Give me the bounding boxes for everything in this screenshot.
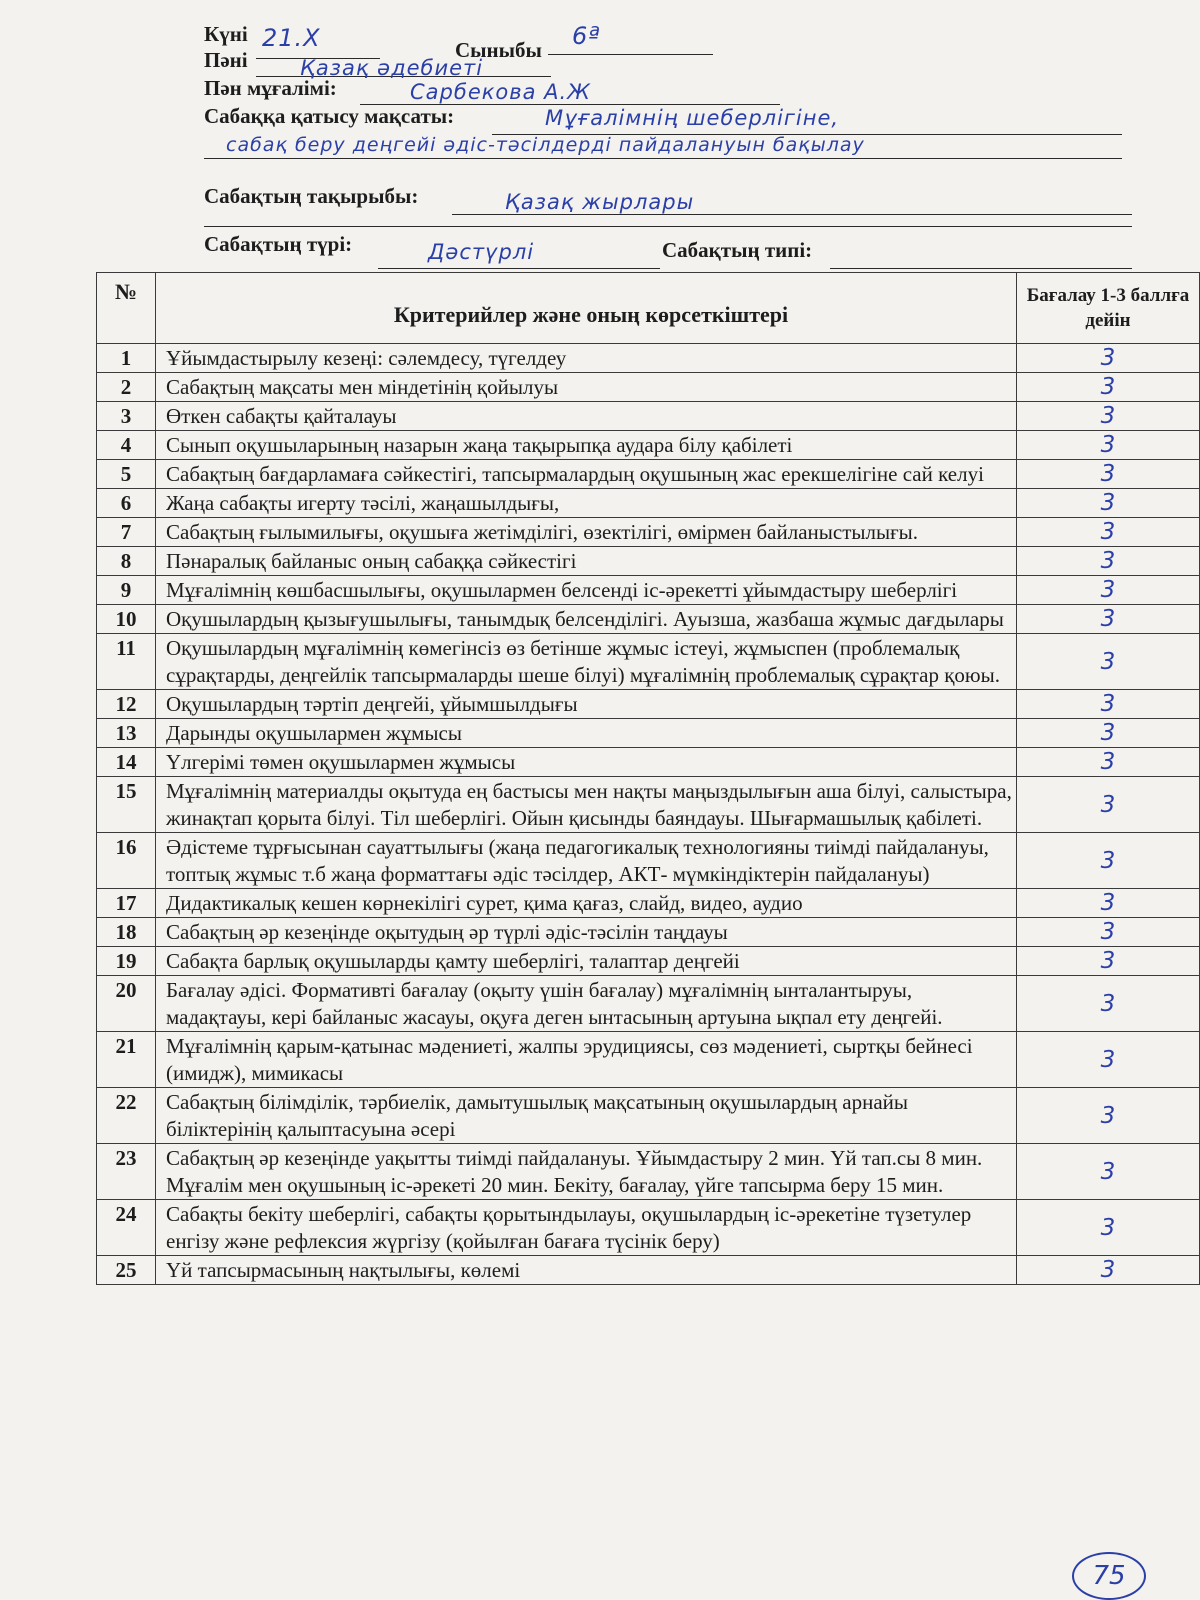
criterion-number: 3 [97,402,156,431]
criterion-score: 3 [1017,748,1200,777]
subject-value: Қазақ әдебиеті [300,56,484,80]
table-row [97,344,1200,373]
table-row [97,1256,1200,1285]
criterion-score: 3 [1017,344,1200,373]
criterion-number: 7 [97,518,156,547]
criterion-score: 3 [1017,576,1200,605]
criteria-table [96,272,1200,1285]
criterion-number: 18 [97,918,156,947]
criterion-text: Сабақтың бағдарламаға сәйкестігі, тапсырмалардың оқушының жас ерекшелігіне сай келуі [156,460,1017,489]
purpose-value-1: Мұғалімнің шеберлігіне, [545,106,840,130]
criterion-score: 3 [1017,1032,1200,1088]
criterion-number: 13 [97,719,156,748]
criterion-text: Оқушылардың тәртіп деңгейі, ұйымшылдығы [156,690,1017,719]
table-row [97,1032,1200,1088]
table-row [97,976,1200,1032]
criterion-text: Сабақтың әр кезеңінде оқытудың әр түрлі әдіс-тәсілін таңдауы [156,918,1017,947]
kind-field [830,242,1132,269]
table-header-row [97,273,1200,344]
criterion-text: Сабақтың мақсаты мен міндетінің қойылуы [156,373,1017,402]
criterion-score: 3 [1017,1256,1200,1285]
criterion-text: Жаңа сабақты игерту тәсілі, жаңашылдығы, [156,489,1017,518]
criterion-text: Сабақтың әр кезеңінде уақытты тиімді пайдалануы. Ұйымдастыру 2 мин. Үй тап.сы 8 мин. Мұғалім мен оқушының іс-әрекеті 20 мин. Бекіту, бағалау, үйге тапсырма беру 15 мин. [156,1144,1017,1200]
table-row [97,748,1200,777]
table-row [97,1088,1200,1144]
table-row [97,918,1200,947]
criteria-rows [97,344,1200,1285]
table-row [97,634,1200,690]
table-row [97,889,1200,918]
criterion-text: Ұйымдастырылу кезеңі: сәлемдесу, түгелдеу [156,344,1017,373]
criterion-number: 23 [97,1144,156,1200]
criterion-text: Мұғалімнің көшбасшылығы, оқушылармен белсенді іс-әрекетті ұйымдастыру шеберлігі [156,576,1017,605]
criterion-text: Сабақтың ғылымилығы, оқушыға жетімділігі, өзектілігі, өмірмен байланыстылығы. [156,518,1017,547]
criterion-text: Сабақты бекіту шеберлігі, сабақты қорытындылауы, оқушылардың іс-әрекетіне түзетулер енгізу және рефлексия жүргізу (қойылған бағаға түсінік беру) [156,1200,1017,1256]
table-row [97,518,1200,547]
criterion-number: 10 [97,605,156,634]
criterion-text: Мұғалімнің қарым-қатынас мәдениеті, жалпы эрудициясы, сөз мәдениеті, сыртқы бейнесі (имидж), мимикасы [156,1032,1017,1088]
total-score: 75 [1072,1552,1146,1600]
criterion-number: 21 [97,1032,156,1088]
table-row [97,460,1200,489]
criterion-text: Сабақта барлық оқушыларды қамту шеберлігі, талаптар деңгейі [156,947,1017,976]
table-row [97,547,1200,576]
purpose-label: Сабаққа қатысу мақсаты: [204,104,455,128]
criterion-score: 3 [1017,777,1200,833]
topic-field-2 [204,200,1132,227]
criterion-text: Бағалау әдісі. Формативті бағалау (оқыту үшін бағалау) мұғалімнің ынталантыруы, мадақтауы, кері байланыс жасауы, оқуға деген ынтасының артуына ықпал ету деңгейі. [156,976,1017,1032]
type-value: Дәстүрлі [428,240,535,264]
criterion-number: 17 [97,889,156,918]
criterion-number: 20 [97,976,156,1032]
criterion-score: 3 [1017,518,1200,547]
col-criteria-header: Критерийлер және оның көрсеткіштері [156,273,1017,344]
criterion-score: 3 [1017,605,1200,634]
criterion-number: 1 [97,344,156,373]
topic-value: Қазақ жырлары [505,190,695,214]
class-label: Сыныбы [455,38,542,62]
subject-label: Пәні [204,48,248,72]
criterion-number: 15 [97,777,156,833]
table-row [97,777,1200,833]
criterion-text: Оқушылардың қызығушылығы, танымдық белсенділігі. Ауызша, жазбаша жұмыс дағдылары [156,605,1017,634]
criterion-score: 3 [1017,1200,1200,1256]
col-score-header: Бағалау 1-3 баллға дейін [1017,273,1200,344]
table-row [97,431,1200,460]
criterion-text: Дидактикалық кешен көрнекілігі сурет, қима қағаз, слайд, видео, аудио [156,889,1017,918]
criterion-score: 3 [1017,976,1200,1032]
criterion-text: Дарынды оқушылармен жұмысы [156,719,1017,748]
table-row [97,373,1200,402]
criterion-number: 14 [97,748,156,777]
criterion-text: Сынып оқушыларының назарын жаңа тақырыпқа аудара білу қабілеті [156,431,1017,460]
criterion-number: 25 [97,1256,156,1285]
criterion-score: 3 [1017,1144,1200,1200]
criterion-score: 3 [1017,833,1200,889]
criterion-number: 5 [97,460,156,489]
kind-label: Сабақтың типі: [662,238,813,262]
criterion-text: Үлгерімі төмен оқушылармен жұмысы [156,748,1017,777]
table-row [97,719,1200,748]
criterion-number: 24 [97,1200,156,1256]
criterion-score: 3 [1017,373,1200,402]
day-value: 21.X [262,24,321,52]
criterion-number: 16 [97,833,156,889]
table-row [97,605,1200,634]
criterion-number: 11 [97,634,156,690]
criterion-score: 3 [1017,1088,1200,1144]
type-label: Сабақтың түрі: [204,232,353,256]
criterion-number: 8 [97,547,156,576]
criterion-text: Әдістеме тұрғысынан сауаттылығы (жаңа педагогикалық технологияны тиімді пайдалануы, топтық жұмыс т.б жаңа форматтағы әдіс тәсілдер, АКТ- мүмкіндіктерін пайдалануы) [156,833,1017,889]
table-row [97,489,1200,518]
criterion-number: 2 [97,373,156,402]
day-label: Күні [204,22,248,46]
criterion-score: 3 [1017,690,1200,719]
criterion-text: Сабақтың білімділік, тәрбиелік, дамытушылық мақсатының оқушылардың арнайы біліктерінің қалыптасуына әсері [156,1088,1017,1144]
criterion-number: 12 [97,690,156,719]
criterion-score: 3 [1017,431,1200,460]
criterion-number: 19 [97,947,156,976]
criterion-score: 3 [1017,460,1200,489]
table-row [97,1200,1200,1256]
topic-label: Сабақтың тақырыбы: [204,184,419,208]
criterion-text: Мұғалімнің материалды оқытуда ең бастысы мен нақты маңыздылығын аша білуі, салыстыра, жинақтап қорыта білуі. Тіл шеберлігі. Ойын қисынды баяндауы. Шығармашылық қабілеті. [156,777,1017,833]
criterion-text: Үй тапсырмасының нақтылығы, көлемі [156,1256,1017,1285]
table-row [97,947,1200,976]
table-row [97,1144,1200,1200]
table-row [97,833,1200,889]
purpose-value-2: сабақ беру деңгейі әдіс-тәсілдерді пайдалануын бақылау [226,134,865,156]
table-row [97,402,1200,431]
criterion-score: 3 [1017,402,1200,431]
teacher-label: Пән мұғалімі: [204,76,337,100]
criterion-text: Оқушылардың мұғалімнің көмегінсіз өз бетінше жұмыс істеуі, жұмыспен (проблемалық сұрақтарды, деңгейлік тапсырмаларды шеше білуі) мұғалімнің проблемалық сұрақтар қоюы. [156,634,1017,690]
criterion-score: 3 [1017,634,1200,690]
criterion-number: 4 [97,431,156,460]
teacher-value: Сарбекова А.Ж [410,80,591,104]
criterion-text: Өткен сабақты қайталауы [156,402,1017,431]
criterion-score: 3 [1017,547,1200,576]
criterion-score: 3 [1017,719,1200,748]
col-num-header: № [97,273,156,344]
criterion-score: 3 [1017,947,1200,976]
criterion-score: 3 [1017,489,1200,518]
criterion-number: 6 [97,489,156,518]
table-row [97,576,1200,605]
criterion-number: 22 [97,1088,156,1144]
criterion-text: Пәнаралық байланыс оның сабаққа сәйкестігі [156,547,1017,576]
table-row [97,690,1200,719]
class-value: 6ª [572,22,601,50]
criterion-number: 9 [97,576,156,605]
criterion-score: 3 [1017,889,1200,918]
criterion-score: 3 [1017,918,1200,947]
